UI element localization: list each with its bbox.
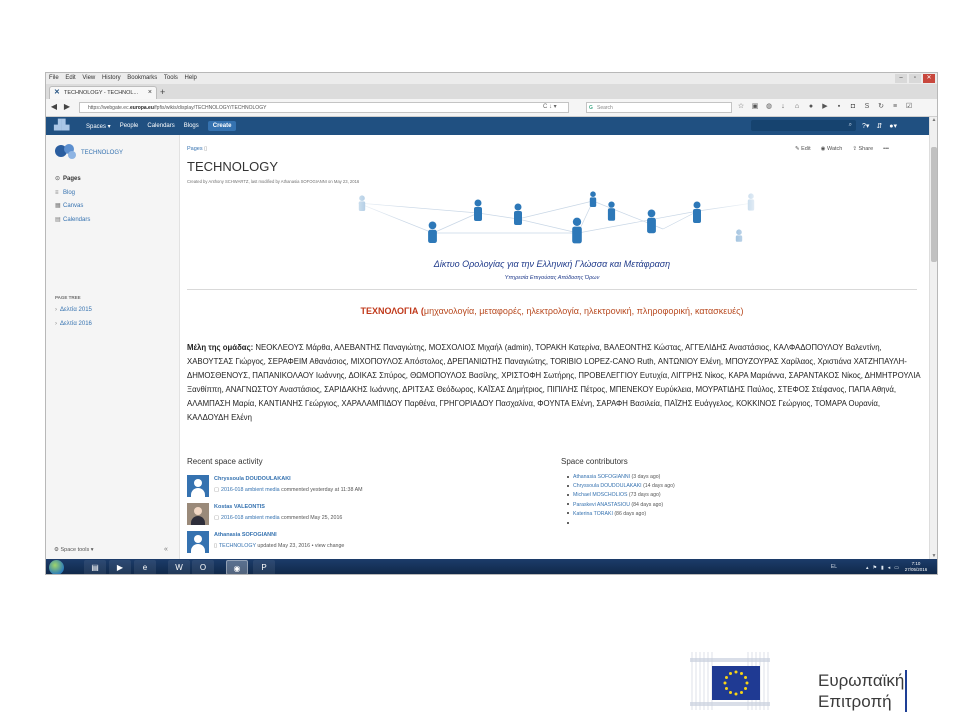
scroll-down-icon[interactable]: ▼ (931, 553, 937, 559)
tree-item-label: Δελτία 2016 (60, 321, 92, 327)
bullet-icon (567, 494, 569, 496)
reload-icon[interactable]: C ↓ ▾ (543, 104, 557, 110)
share-button[interactable]: ⇪ Share (852, 146, 874, 152)
browser-menu-bar (46, 73, 938, 84)
help-icon[interactable]: ?▾ (862, 123, 870, 130)
user-menu-icon[interactable]: ●▾ (889, 123, 898, 130)
list-item (187, 503, 517, 527)
space-tools-button[interactable]: ⚙ Space tools ▾ (54, 547, 94, 553)
activity-user-link[interactable]: Kostas VALEONTIS (214, 504, 265, 510)
bullet-icon (567, 476, 569, 478)
explorer-icon[interactable]: ▤ (84, 560, 106, 575)
close-window-button[interactable]: ✕ (923, 74, 935, 83)
activity-text: commented May 25, 2016 (279, 515, 343, 521)
clock-time: 7:10 (911, 561, 921, 566)
firefox-icon[interactable]: ◉ (226, 560, 248, 575)
list-item (567, 473, 675, 482)
page-icon: ▯ (204, 146, 208, 152)
bullet-icon (567, 512, 569, 514)
start-button-icon[interactable] (49, 560, 64, 575)
breadcrumb[interactable] (187, 146, 207, 152)
contributor-when: (73 days ago) (627, 492, 661, 499)
internet-explorer-icon[interactable]: e (134, 560, 156, 575)
nav-calendars[interactable]: Calendars (147, 123, 175, 129)
list-item (567, 491, 675, 500)
battery-icon[interactable]: ▭ (894, 564, 899, 571)
flag-icon[interactable]: ⚑ (872, 564, 877, 571)
contributor-link[interactable]: Chryssoula DOUDOULAKAKI (573, 483, 642, 490)
extension-icon[interactable]: ☑ (905, 103, 913, 110)
comment-icon: ▢ (214, 487, 220, 493)
page-tree-title: PAGE TREE (55, 295, 81, 300)
screenshot-icon[interactable]: ◘ (850, 103, 856, 110)
eu-star-icon (735, 671, 738, 674)
contributors-list (567, 473, 675, 528)
notifications-icon[interactable]: ⇵ (876, 123, 883, 130)
new-tab-icon[interactable]: + (160, 87, 166, 97)
tray-expand-icon[interactable]: ▴ (865, 564, 869, 571)
reader-icon[interactable]: ▣ (751, 103, 759, 110)
tree-item-2015[interactable] (55, 303, 92, 317)
bullet-icon (567, 503, 569, 505)
back-icon[interactable]: ◀ (50, 102, 58, 111)
list-item (567, 482, 675, 491)
confluence-nav (86, 117, 245, 135)
eu-star-icon (746, 682, 749, 685)
contributor-link[interactable]: Michael MOSCHOLIOS (573, 492, 628, 499)
space-sidebar (46, 135, 180, 559)
page-byline: Created by Anthony SCHWARTZ, last modified by Athanasia SOFOGIANNI on May 23, 2016 (187, 179, 360, 184)
minimize-button[interactable]: – (895, 74, 907, 83)
nav-spaces[interactable]: Spaces ▾ (86, 123, 111, 130)
eu-divider-bar (905, 670, 907, 712)
activity-page-link[interactable]: 2016-018 ambient media (221, 515, 280, 521)
activity-page-link[interactable]: TECHNOLOGY (218, 543, 256, 549)
network-icon[interactable]: ▮ (880, 564, 884, 571)
menu-help[interactable]: Help (184, 75, 197, 81)
eu-star-icon (729, 672, 732, 675)
hamburger-menu-icon[interactable]: ≡ (892, 103, 898, 110)
eu-flag-icon (690, 652, 770, 710)
contributor-link[interactable]: Paraskevi ANASTASIOU (573, 501, 630, 508)
members-list: ΝΕΟΚΛΕΟΥΣ Μάρθα, ΑΛΕΒΑΝΤΗΣ Παναγιώτης, ΜΟΣΧΟΛΙΟΣ Μιχαήλ (admin), ΤΟΡΑΚΗ Κατερίνα, ΒΑΛΕΟΝΤΗΣ Κώστας, ΑΓΓΕΛΙΔΗΣ Αναστάσιος, ΚΑΛΦΑΔΟΠΟΥΛΟΥ Βαλεντίνη, ΧΑΒΟΥΤΣΑΣ Γιώργος, ΣΕΡΑΦΕΙΜ Αθανάσιος, ΜΙΧΟΠΟΥΛΟΣ Απόστολος, ΔΡΕΠΑΝΙΩΤΗΣ Παναγιώτης, TORIBIO LOPEZ-CANO Ruth, ΑΝΤΩΝΙΟΥ Ελένη, ΜΠΟΥΖΟΥΡΑΣ Χαρίλαος, Χριστιάνα ΧΑΤΖΗΠΑΥΛΗ-ΔΗΜΟΣΘΕΝΟΥΣ, ΠΑΠΑΝΙΚΟΛΑΟΥ Ιωάννης, ΔΟΙΚΑΣ Σπύρος, ΘΩΜΟΠΟΥΛΟΣ Βασίλης, ΧΡΙΣΤΟΦΗ Σωτήρης, ΠΡΟΒΕΛΕΓΓΙΟΥ Ευτυχία, ΛΙΓΓΡΗΣ Νίκος, ΚΑΡΑ Μαριάννα, ΣΑΡΑΝΤΑΚΟΣ Νίκος, ΔΗΜΗΤΡΟΥΛΙΑ Ξανθίππη, ΑΝΑΓΝΩΣΤΟΥ Αναστάσιος, ΣΑΡΙΔΑΚΗΣ Ιωάννης, ΔΡΙΤΣΑΣ Θεόδωρος, ΚΑΪΣΑΣ Δημήτριος, ΠΙΠΙΛΗΣ Πέτρος, ΜΠΕΝΕΚΟΥ Ευρύκλεια, ΜΟΥΡΑΤΙΔΗΣ Παύλος, ΣΤΕΦΟΣ Στέφανος, ΠΑΠΑ Αθηνά, ΑΛΑΜΠΑΣΗ Μαρία, ΚΑΝΤΙΑΝΗΣ Γεώργιος, ΧΑΡΑΛΑΜΠΙΔΟΥ Παρθένα, ΓΡΗΓΟΡΙΑΔΟΥ Πασχαλίνα, ΦΟΥΝΤΑ Ελένη, ΣΑΡΑΦΗ Βασιλεία, ΠΑΪΖΗΣ Ευάγγελος, ΚΟΚΚΙΝΟΣ Γεώργιος, ΤΟΜΑΡΑ Ουρανία, ΚΑΛΔΟΥΔΗ Ελένη (187, 343, 921, 422)
contributors-title: Space contributors (561, 457, 628, 466)
maximize-button[interactable]: ▫ (909, 74, 921, 83)
page-icon: ▯ (214, 543, 217, 549)
bullet-icon (567, 522, 569, 524)
scroll-up-icon[interactable]: ▲ (931, 117, 937, 123)
pages-icon: ⊙ (55, 176, 61, 182)
menu-file[interactable]: File (49, 75, 59, 81)
eu-logo-text (818, 670, 904, 712)
menu-tools[interactable]: Tools (163, 75, 178, 81)
activity-title: Recent space activity (187, 457, 263, 466)
home-icon[interactable]: ⌂ (794, 103, 800, 110)
powerpoint-icon[interactable]: P (253, 560, 275, 575)
list-item (187, 475, 517, 499)
windows-taskbar (46, 559, 938, 575)
list-item (567, 510, 675, 519)
language-indicator[interactable]: EL (830, 564, 837, 570)
eu-star-icon (735, 693, 738, 696)
activity-detail (214, 515, 342, 521)
addon-icon[interactable]: ▪ (837, 103, 841, 110)
eu-line1: Ευρωπαϊκή (818, 671, 905, 690)
members-paragraph (187, 341, 922, 425)
toolbar-icons (736, 102, 914, 112)
tab-title: TECHNOLOGY - TECHNOL... (64, 90, 139, 96)
menu-view[interactable]: View (82, 75, 96, 81)
page-actions (795, 146, 889, 152)
eu-line2: Επιτροπή (818, 692, 892, 711)
activity-page-link[interactable]: 2016-018 ambient media (221, 487, 280, 493)
url-path: /fpfis/wikis/display/TECHNOLOGY/TECHNOLOGY (153, 105, 267, 111)
word-icon[interactable]: W (168, 560, 190, 575)
eu-star-icon (725, 676, 728, 679)
search-input[interactable] (586, 102, 732, 113)
space-name-link[interactable]: TECHNOLOGY (81, 150, 124, 156)
contributor-when: (86 days ago) (612, 510, 647, 517)
chevron-right-icon[interactable]: › (55, 321, 57, 327)
search-placeholder: Search (597, 105, 613, 111)
more-actions-button[interactable]: ••• (883, 146, 889, 152)
clock-date: 27/05/2016 (904, 567, 928, 572)
volume-icon[interactable]: ◂ (887, 564, 891, 571)
network-people-banner (343, 191, 763, 249)
eu-star-icon (744, 676, 747, 679)
menu-bookmarks[interactable]: Bookmarks (127, 75, 158, 81)
nav-blogs[interactable]: Blogs (183, 123, 199, 129)
header-right-icons (862, 117, 897, 135)
activity-text: commented yesterday at 11:38 AM (279, 487, 363, 493)
sidebar-item-label: Pages (63, 176, 81, 182)
tree-item-label: Δελτία 2015 (60, 307, 92, 313)
contributor-when: (14 days ago) (641, 483, 675, 490)
forward-icon[interactable]: ▶ (63, 102, 71, 111)
share-label: Share (858, 146, 874, 152)
eu-star-icon (740, 691, 743, 694)
list-item (567, 501, 675, 510)
blog-icon: ≡ (55, 189, 59, 196)
eu-star-icon (744, 687, 747, 690)
confluence-logo-icon[interactable]: ▟▙ (54, 120, 70, 131)
list-item (567, 519, 675, 528)
sidebar-links (55, 173, 90, 227)
create-button[interactable]: Create (208, 121, 237, 131)
collapse-sidebar-icon[interactable]: « (164, 546, 168, 553)
media-player-icon[interactable]: ▶ (109, 560, 131, 575)
eu-star-icon (729, 691, 732, 694)
page-tree (55, 303, 92, 331)
taskbar-clock[interactable] (901, 561, 931, 573)
divider (187, 289, 917, 290)
heading-bold: ΤΕΧΝΟΛΟΓΙΑ ( (360, 306, 424, 316)
members-label: Μέλη της ομάδας: (187, 343, 254, 352)
eu-star-icon (724, 682, 727, 685)
calendar-icon: ▤ (55, 216, 61, 223)
nav-people[interactable]: People (119, 123, 139, 129)
menu-edit[interactable]: Edit (65, 75, 76, 81)
page-content (181, 135, 923, 559)
skype-icon[interactable]: S (864, 103, 870, 110)
scrollbar-thumb[interactable] (931, 147, 937, 262)
pocket-icon[interactable]: ◍ (765, 103, 773, 110)
edit-label: Edit (801, 146, 811, 152)
confluence-search-input[interactable]: ⌕ (751, 120, 856, 131)
domain-heading (181, 306, 923, 316)
activity-text: updated May 23, 2016 • view change (255, 543, 345, 549)
activity-detail (214, 543, 344, 549)
tab-strip (46, 84, 938, 99)
activity-detail (214, 487, 363, 493)
avatar[interactable] (187, 475, 209, 497)
activity-user-link[interactable]: Chryssoula DOUDOULAKAKI (214, 476, 291, 482)
contributor-when: (3 days ago) (630, 474, 661, 480)
avatar[interactable] (187, 531, 209, 553)
contributor-when: (84 days ago) (629, 501, 664, 508)
page-scrollbar[interactable] (929, 117, 937, 559)
sidebar-item-pages[interactable] (55, 173, 90, 187)
breadcrumb-pages[interactable]: Pages (187, 146, 203, 152)
network-subtitle: Δίκτυο Ορολογίας για την Ελληνική Γλώσσα και Μετάφραση (433, 259, 671, 269)
contributor-link[interactable]: Katerina TORAKI (573, 510, 613, 517)
avatar[interactable] (187, 503, 209, 525)
eu-star-icon (725, 687, 728, 690)
watch-button[interactable]: ◉ Watch (820, 146, 843, 152)
system-tray (866, 559, 899, 575)
edit-button[interactable]: ✎ Edit (795, 146, 811, 152)
page-title: TECHNOLOGY (187, 159, 279, 174)
comment-icon: ▢ (214, 515, 220, 521)
confluence-header (46, 117, 931, 135)
window-controls (895, 73, 935, 84)
sidebar-item-label: Blog (63, 189, 76, 196)
sidebar-item-label: Canvas (63, 203, 84, 209)
space-tools-label: Space tools ▾ (60, 547, 94, 553)
heading-rest: μηχανολογία, μεταφορές, ηλεκτρολογία, ηλεκτρονική, πληροφορική, κατασκευές) (423, 306, 744, 316)
bullet-icon (567, 485, 569, 487)
european-commission-logo (690, 642, 920, 712)
menu-history[interactable]: History (101, 75, 121, 81)
confluence-favicon-icon: ✕ (54, 89, 60, 96)
space-logo-icon[interactable] (54, 143, 78, 160)
url-bar[interactable] (79, 102, 569, 113)
service-subtitle: Υπηρεσία Επιγούσας Απόδοσης Όρων (504, 275, 600, 281)
bookmark-star-icon[interactable]: ☆ (737, 103, 745, 110)
sidebar-item-canvas[interactable] (55, 200, 90, 214)
chevron-right-icon[interactable]: › (55, 307, 57, 313)
browser-tab[interactable] (49, 86, 157, 99)
tree-item-2016[interactable] (55, 317, 92, 331)
url-domain: europa.eu (129, 105, 154, 111)
download-icon[interactable]: ↓ (781, 103, 785, 110)
youtube-icon[interactable]: ▶ (822, 103, 828, 110)
chat-icon[interactable]: ● (808, 103, 814, 110)
browser-screenshot (45, 72, 938, 575)
watch-label: Watch (826, 146, 843, 152)
eu-star-icon (740, 672, 743, 675)
tab-close-icon[interactable]: × (147, 89, 152, 96)
google-icon: G (589, 105, 593, 111)
sync-icon[interactable]: ↻ (878, 103, 884, 110)
activity-user-link[interactable]: Athanasia SOFOGIANNI (214, 532, 277, 538)
list-item (187, 531, 517, 555)
outlook-icon[interactable]: O (192, 560, 214, 575)
url-prefix: https://webgate.ec. (88, 105, 130, 111)
sidebar-item-calendars[interactable] (55, 214, 90, 228)
sidebar-item-label: Calendars (63, 216, 91, 223)
contributor-link[interactable]: Athanasia SOFOGIANNI (573, 474, 631, 480)
browser-nav-bar (46, 99, 938, 117)
sidebar-item-blog[interactable] (55, 187, 90, 201)
canvas-icon: ▦ (55, 203, 61, 209)
